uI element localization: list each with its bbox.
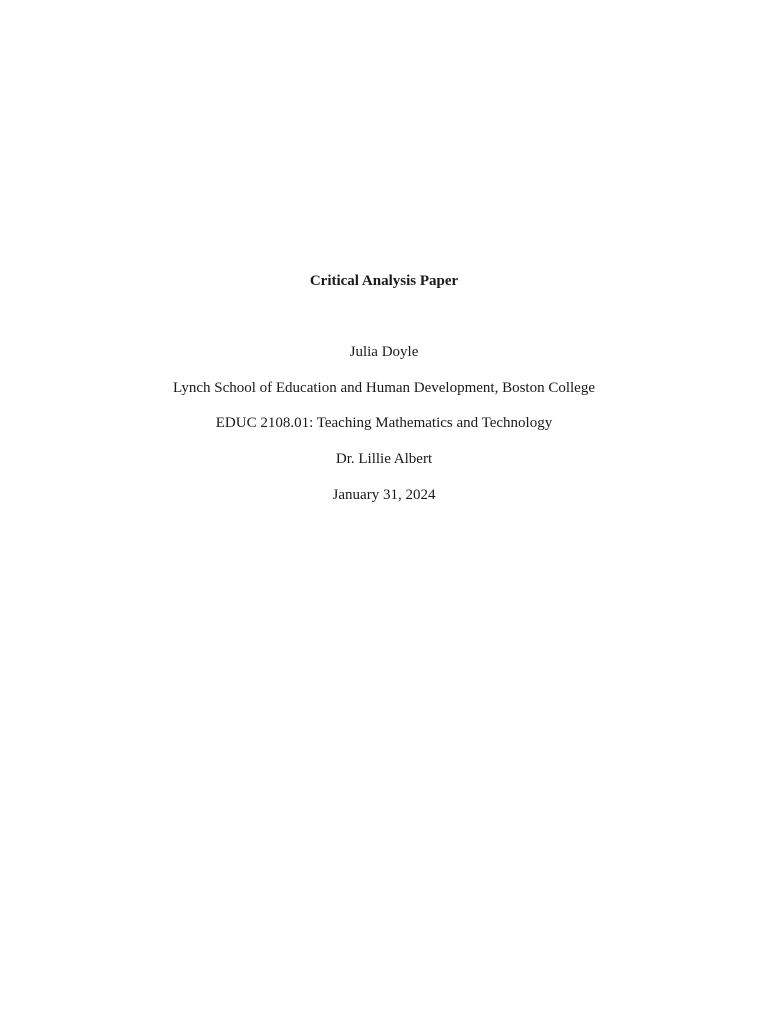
course-name: EDUC 2108.01: Teaching Mathematics and Technology <box>215 415 553 431</box>
paper-title: Critical Analysis Paper <box>309 273 459 289</box>
instructor-name: Dr. Lillie Albert <box>335 451 433 467</box>
submission-date: January 31, 2024 <box>332 487 436 503</box>
author-name: Julia Doyle <box>349 344 419 360</box>
institution-name: Lynch School of Education and Human Development, Boston College <box>172 380 595 396</box>
